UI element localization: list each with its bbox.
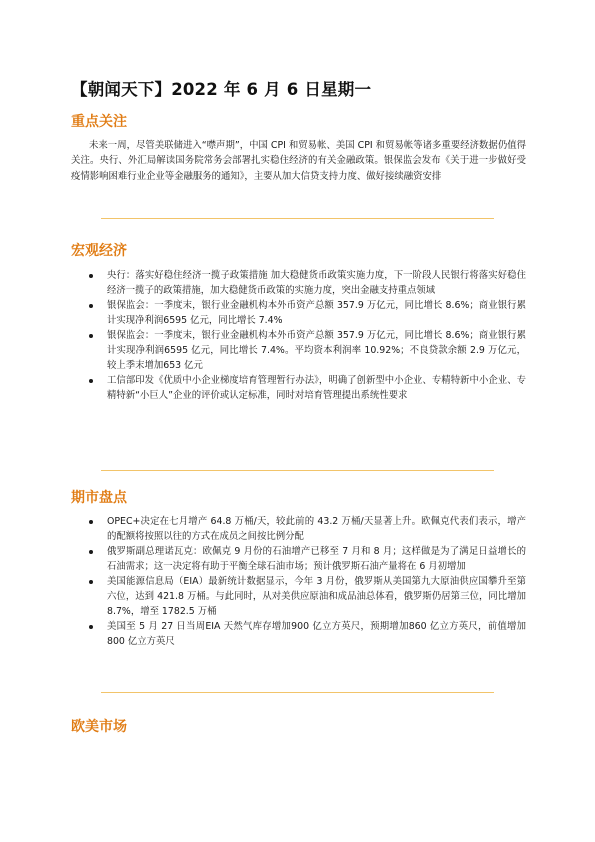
bullet-icon [89,550,93,554]
section-divider [101,218,494,219]
list-item-text: OPEC+决定在七月增产 64.8 万桶/天，较此前的 43.2 万桶/天显著上升。欧佩克代表们表示，增产的配额将按照以往的方式在成员之间按比例分配 [107,516,526,542]
list-item [89,619,526,649]
list-item [89,514,526,544]
page-title: 【朝闻天下】2022 年 6 月 6 日星期一 [71,80,372,99]
section-divider [101,692,494,693]
list-item [89,328,526,373]
list-item [89,544,526,574]
list-item-text: 央行：落实好稳住经济一揽子政策措施 加大稳健货币政策实施力度，下一阶段人民银行将落实好稳住经济一揽子的政策措施，加大稳健货币政策的实施力度，突出金融支持重点领域 [107,270,526,296]
list-item [89,298,526,328]
section-heading-focus: 重点关注 [71,114,127,130]
list-item [89,373,526,403]
macro-news-list [89,268,526,403]
list-item-text: 工信部印发《优质中小企业梯度培育管理暂行办法》，明确了创新型中小企业、专精特新中小企业、专精特新“小巨人”企业的评价或认定标准，同时对培育管理提出系统性要求 [107,375,526,401]
list-item-text: 俄罗斯副总理诺瓦克：欧佩克 9 月份的石油增产已移至 7 月和 8 月；这样做是为了满足日益增长的石油需求；这一决定将有助于平衡全球石油市场；预计俄罗斯石油产量将在 6 月初增加 [107,546,526,572]
list-item-text: 美国能源信息局（EIA）最新统计数据显示，今年 3 月份，俄罗斯从美国第九大原油供应国攀升至第六位，达到 421.8 万桶。与此同时，从对美供应原油和成品油总体看，俄罗斯仍居第三位，同比增加 8.7%，增至 1782.5 万桶 [107,576,526,617]
bullet-icon [89,625,93,629]
section-divider [101,470,494,471]
focus-paragraph: 未来一周，尽管美联储进入“噤声期”，中国 CPI 和贸易帐、美国 CPI 和贸易帐等诸多重要经济数据仍值得关注。央行、外汇局解读国务院常务会部署扎实稳住经济的有关金融政策。银保监会发布《关于进一步做好受疫情影响困难行业企业等金融服务的通知》，主要从加大信贷支持力度、做好接续融资安排 [71,140,526,182]
list-item-text: 美国至 5 月 27 日当周EIA 天然气库存增加900 亿立方英尺，预期增加860 亿立方英尺，前值增加 800 亿立方英尺 [107,621,526,647]
list-item [89,268,526,298]
section-heading-macro: 宏观经济 [71,243,127,259]
bullet-icon [89,304,93,308]
list-item-text: 银保监会：一季度末，银行业金融机构本外币资产总额 357.9 万亿元，同比增长 8.6%；商业银行累计实现净利润6595 亿元，同比增长 7.4% [107,300,526,326]
bullet-icon [89,334,93,338]
bullet-icon [89,274,93,278]
bullet-icon [89,379,93,383]
list-item-text: 银保监会：一季度末，银行业金融机构本外币资产总额 357.9 万亿元，同比增长 8.6%；商业银行累计实现净利润6595 亿元，同比增长 7.4%。平均资本利润率 10.92%；不良贷款余额 2.9 万亿元，较上季末增加653 亿元 [107,330,526,371]
bullet-icon [89,520,93,524]
section-heading-futures: 期市盘点 [71,490,127,506]
list-item [89,574,526,619]
section-heading-west: 欧美市场 [71,719,127,735]
bullet-icon [89,580,93,584]
futures-news-list [89,514,526,649]
